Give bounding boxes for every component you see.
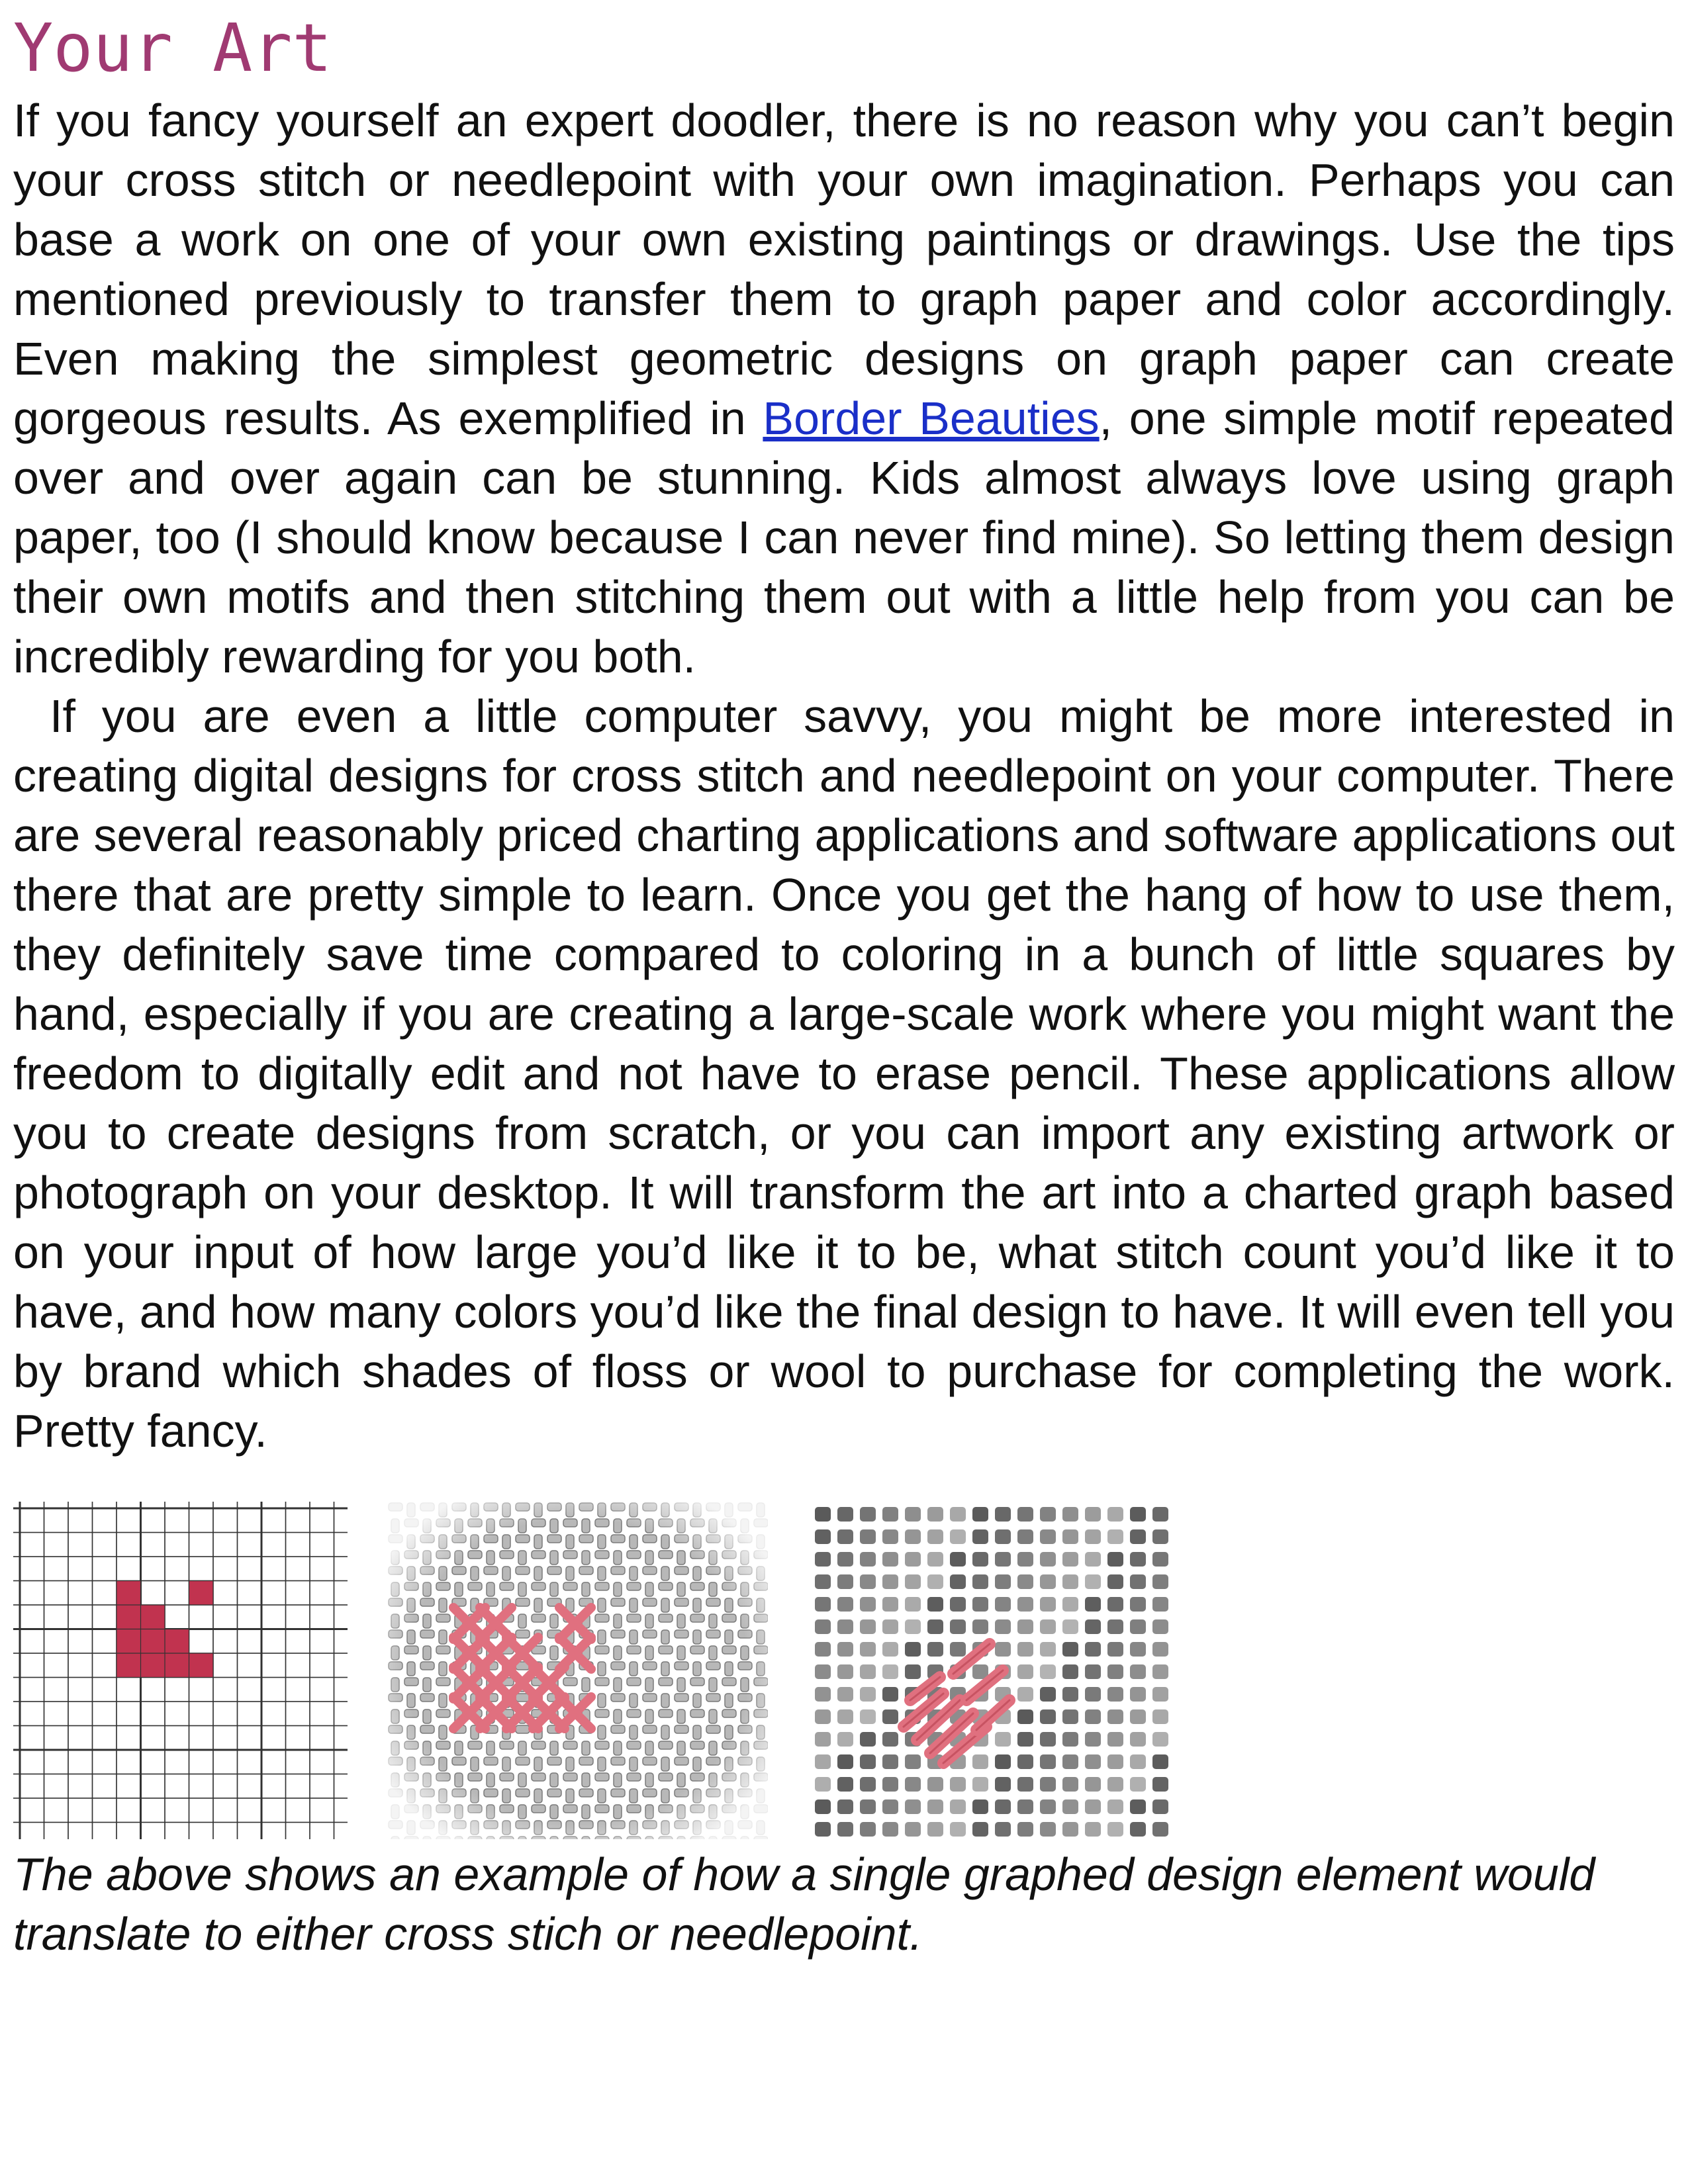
paragraph-1-text-before-link: If you fancy yourself an expert doodler, there is no reason why you can’t begin your cross stitch or needlepoint with your own imagination. Perhaps you can base a work on one of your own existing paintings or drawings. Use the tips mentioned previously to transfer them to graph paper and color accordingly. Even making the simplest geometric designs on graph paper can create gorgeous results. As exemplified in — [13, 95, 1675, 444]
paragraph-1-text-after-link: , one simple motif repeated over and over again can be stunning. Kids almost always love using graph paper, too (I should know because I can never find mine). So letting them design their own motifs and then stitching them out with a little help from you can be incredibly rewarding for you both. — [13, 392, 1675, 682]
border-beauties-link[interactable]: Border Beauties — [763, 392, 1100, 444]
needlepoint-sample-icon — [811, 1502, 1178, 1839]
graph-paper-motif-icon — [13, 1502, 348, 1839]
page-title: Your Art — [13, 9, 332, 87]
paragraph-2: If you are even a little computer savvy, you might be more interested in creating digital designs for cross stitch and needlepoint on your computer. There are several reasonably priced charting applications and software applications out there that are pretty simple to learn. Once you get the hang of how to use them, they definitely save time compared to coloring in a bunch of little squares by hand, especially if you are creating a large-scale work where you might want the freedom to digitally edit and not have to erase pencil. These applications allow you to create designs from scratch, or you can import any existing artwork or photograph on your desktop. It will transform the art into a charted graph based on your input of how large you’d like it to be, what stitch count you’d like it to have, and how many colors you’d like the final design to have. It will even tell you by brand which shades of floss or wool to purchase for completing the work. Pretty fancy. — [13, 690, 1675, 1457]
article-body — [13, 91, 1675, 1461]
figure-row — [13, 1502, 1675, 1839]
cross-stitch-sample-icon — [387, 1502, 768, 1839]
document-page — [13, 0, 1675, 1964]
figure-caption: The above shows an example of how a single graphed design element would translate to either cross stich or needlepoint. — [13, 1848, 1595, 1960]
paragraph-1 — [13, 91, 1675, 686]
